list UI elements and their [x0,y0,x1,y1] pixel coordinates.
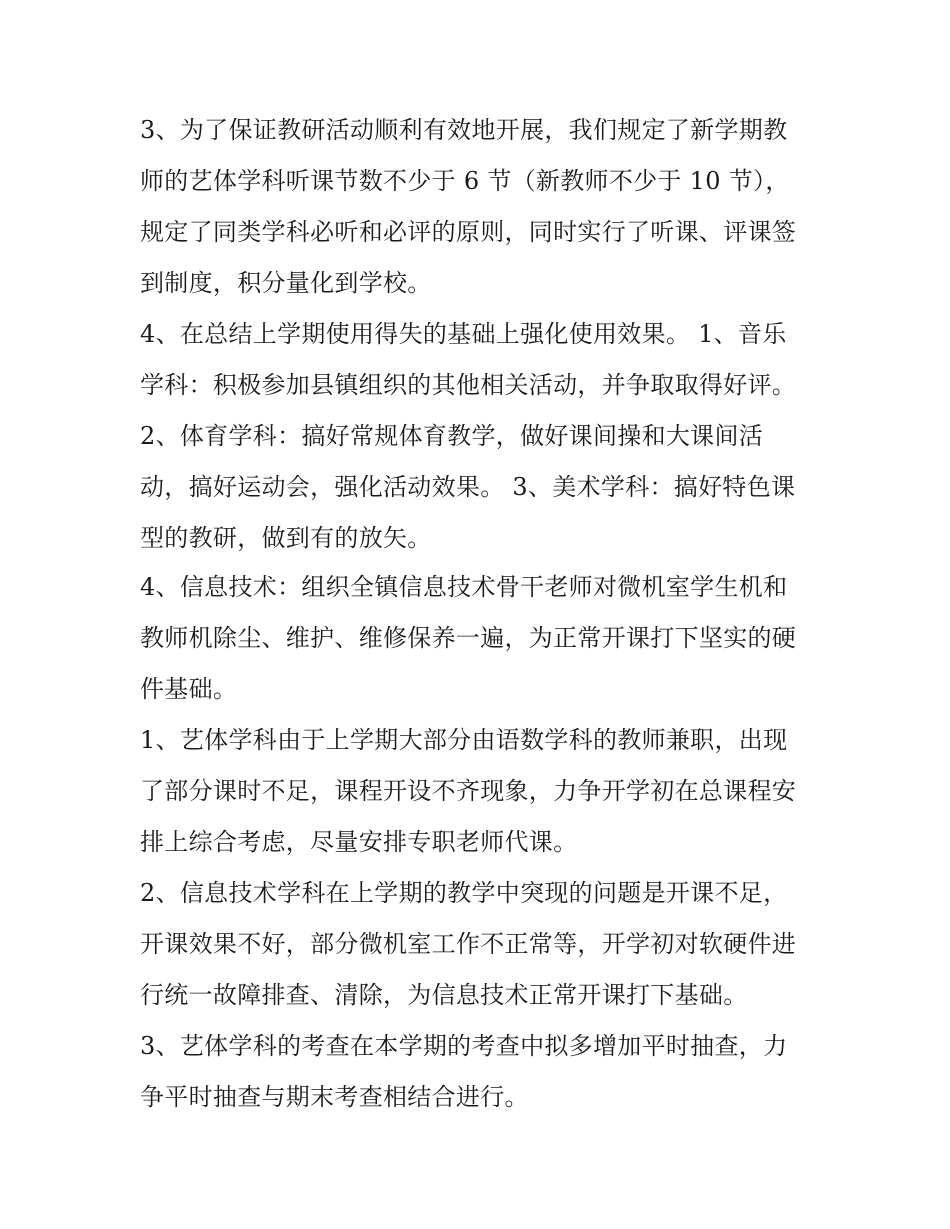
text-line: 件基础。 [140,675,238,703]
text-line: 规定了同类学科必听和必评的原则，同时实行了听课、评课签 [140,218,797,246]
text-line: 排上综合考虑，尽量安排专职老师代课。 [140,828,578,856]
text-line: 型的教研，做到有的放矢。 [140,524,432,552]
text-line: 行统一故障排查、清除，为信息技术正常开课打下基础。 [140,981,748,1009]
text-line: 1、艺体学科由于上学期大部分由语数学科的教师兼职，出现 [140,726,788,754]
text-line: 师的艺体学科听课节数不少于 6 节（新教师不少于 10 节）， [140,167,790,195]
text-line: 4、信息技术：组织全镇信息技术骨干老师对微机室学生机和 [140,573,788,601]
text-line: 争平时抽查与期末考查相结合进行。 [140,1083,529,1111]
text-line: 2、体育学科：搞好常规体育教学，做好课间操和大课间活 [140,422,764,450]
text-line: 4、在总结上学期使用得失的基础上强化使用效果。 1、音乐 [140,320,787,348]
text-line: 3、为了保证教研活动顺利有效地开展，我们规定了新学期教 [140,116,788,144]
text-line: 3、艺体学科的考查在本学期的考查中拟多增加平时抽查，力 [140,1032,788,1060]
text-line: 教师机除尘、维护、维修保养一遍，为正常开课打下坚实的硬 [140,624,797,652]
text-line: 到制度，积分量化到学校。 [140,269,432,297]
text-line: 了部分课时不足，课程开设不齐现象，力争开学初在总课程安 [140,777,797,805]
text-line: 动，搞好运动会，强化活动效果。 3、美术学科：搞好特色课 [140,473,796,501]
text-line: 开课效果不好，部分微机室工作不正常等，开学初对软硬件进 [140,930,797,958]
text-line: 2、信息技术学科在上学期的教学中突现的问题是开课不足， [140,879,788,907]
text-line: 学科：积极参加县镇组织的其他相关活动，并争取取得好评。 [140,371,797,399]
